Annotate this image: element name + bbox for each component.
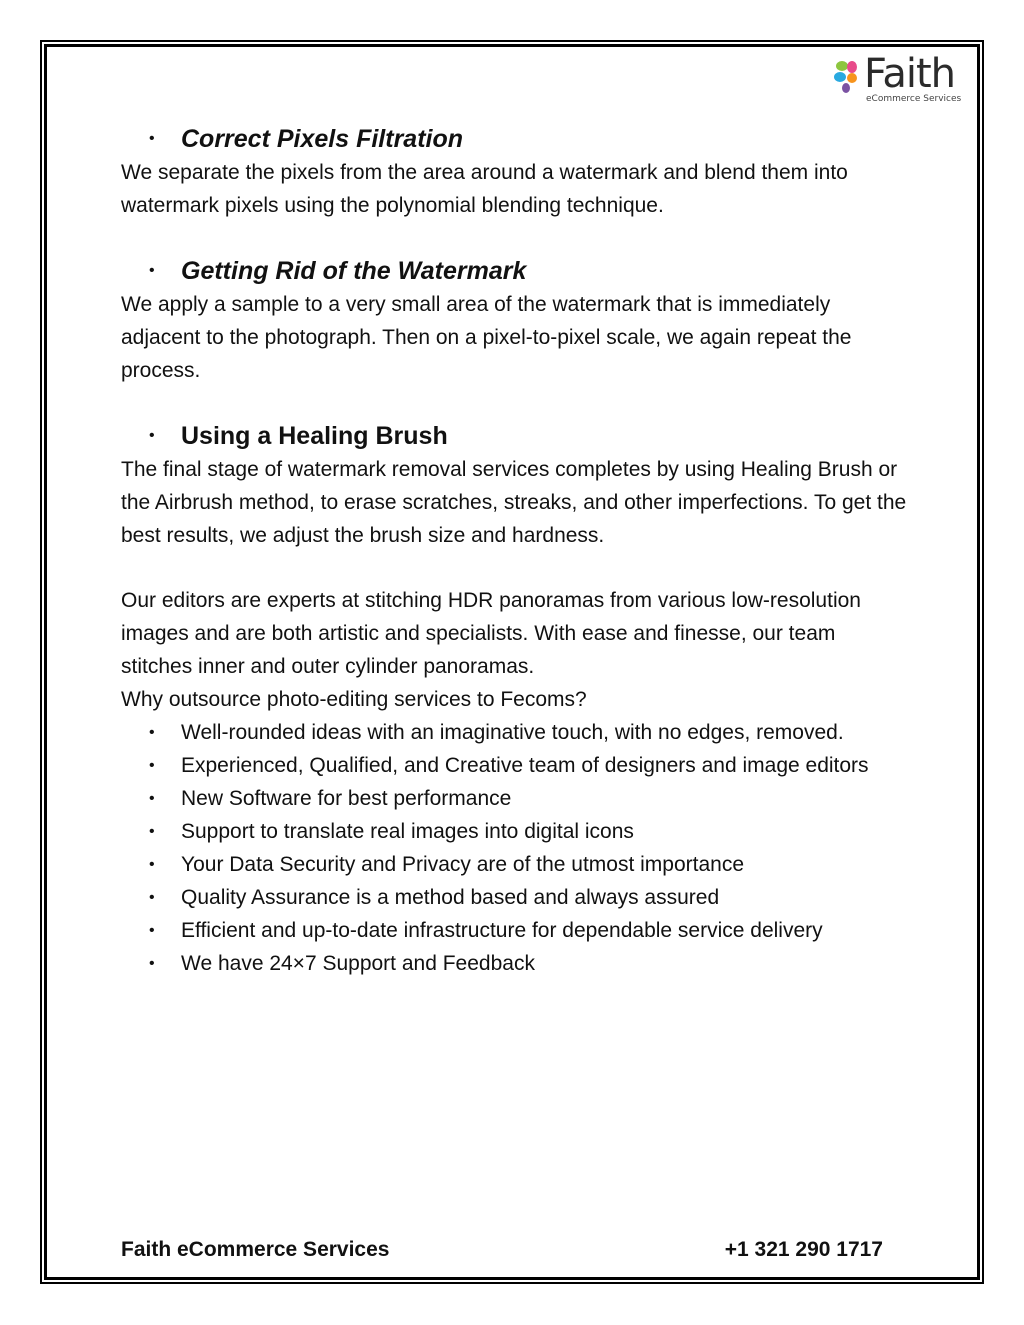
list-item-text: New Software for best performance [181,787,512,810]
bullet-icon: • [149,922,155,939]
bullet-icon: • [149,724,155,741]
bullet-icon: • [149,262,155,279]
footer-company: Faith eCommerce Services [121,1238,390,1261]
list-item-text: Well-rounded ideas with an imaginative touch, with no edges, removed. [181,721,844,744]
section-heading [121,419,911,453]
bullet-icon: • [149,823,155,840]
section-heading-text: Using a Healing Brush [181,422,448,450]
faith-logo [832,51,968,106]
section-heading [121,122,911,156]
footer-phone: +1 321 290 1717 [724,1238,883,1261]
section-heading [121,254,911,288]
list-item [121,881,911,914]
bullet-icon: • [149,955,155,972]
section-heading-text: Getting Rid of the Watermark [181,257,527,285]
logo-wordmark: Faith [864,51,955,97]
list-item [121,848,911,881]
reasons-list [121,716,911,980]
list-item [121,782,911,815]
bullet-icon: • [149,790,155,807]
page-footer [121,1236,883,1264]
section-body: We separate the pixels from the area around a watermark and blend them into watermark pixels using the polynomial blending technique. [121,161,848,217]
list-item [121,749,911,782]
list-item [121,914,911,947]
list-item-text: Experienced, Qualified, and Creative team of designers and image editors [181,754,869,777]
list-item [121,947,911,980]
bullet-icon: • [149,130,155,147]
flower-logo-icon [832,58,862,94]
section-body: The final stage of watermark removal services completes by using Healing Brush or the Airbrush method, to erase scratches, streaks, and other imperfections. To get the best results, we adjust the brush size and hardness. [121,458,907,547]
bullet-icon: • [149,757,155,774]
logo-tagline: eCommerce Services [866,94,962,104]
list-item-text: We have 24×7 Support and Feedback [181,952,535,975]
section-body: We apply a sample to a very small area of the watermark that is immediately adjacent to the photograph. Then on a pixel-to-pixel scale, we again repeat the process. [121,293,852,382]
list-item-text: Efficient and up-to-date infrastructure for dependable service delivery [181,919,823,942]
list-item-text: Support to translate real images into digital icons [181,820,634,843]
list-item-text: Quality Assurance is a method based and always assured [181,886,720,909]
bullet-icon: • [149,889,155,906]
bullet-icon: • [149,427,155,444]
list-item [121,716,911,749]
section-heading-text: Correct Pixels Filtration [181,125,464,153]
closing-question: Why outsource photo-editing services to Fecoms? [121,688,587,711]
list-item-text: Your Data Security and Privacy are of the utmost importance [181,853,745,876]
list-item [121,815,911,848]
closing-paragraph: Our editors are experts at stitching HDR panoramas from various low-resolution images and are both artistic and specialists. With ease and finesse, our team stitches inner and outer cylinder panoramas. [121,589,861,678]
bullet-icon: • [149,856,155,873]
document-body [121,122,911,980]
